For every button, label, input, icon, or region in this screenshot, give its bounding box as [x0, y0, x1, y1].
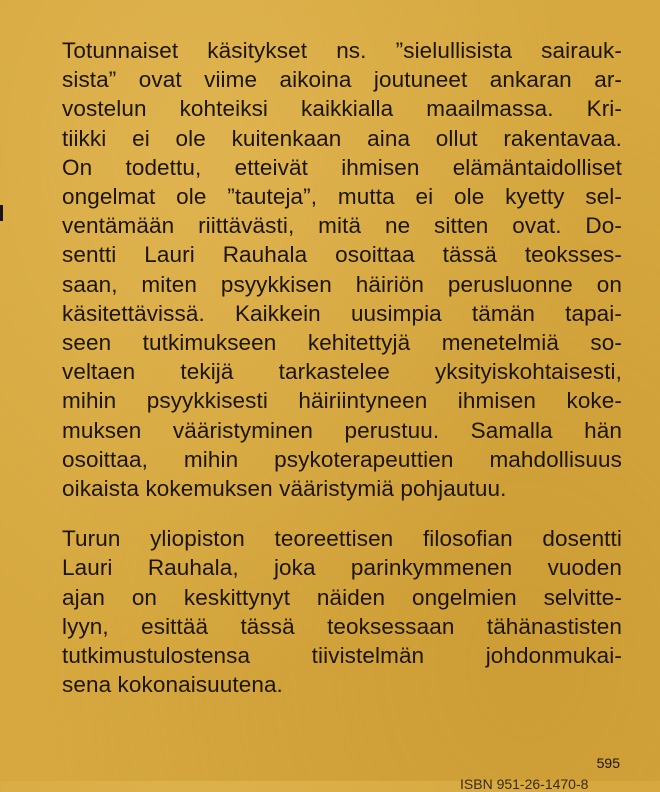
edge-mark — [0, 205, 3, 221]
isbn-text: ISBN 951-26-1470-8 — [460, 776, 589, 792]
text-line: oikaista kokemuksen vääristymiä pohjautuu. — [62, 476, 507, 502]
text-line: Totunnaiset käsitykset ns. ”sielullisista sairauk- — [62, 38, 622, 63]
book-blurb — [62, 36, 622, 699]
text-line: Lauri Rauhala, joka parinkymmenen vuoden — [62, 555, 622, 581]
text-line: osoittaa, mihin psykoterapeuttien mahdollisuus — [62, 446, 622, 472]
text-line: muksen vääristyminen perustuu. Samalla hän — [62, 417, 622, 443]
text-line: tiikki ei ole kuitenkaan aina ollut rakentavaa. — [62, 125, 622, 151]
paragraph-2 — [62, 524, 622, 699]
text-line: käsitettävissä. Kaikkein uusimpia tämän tapai- — [62, 300, 622, 326]
text-line: seen tutkimukseen kehitettyjä menetelmiä so- — [62, 330, 622, 356]
text-line: sena kokonaisuutena. — [62, 672, 283, 698]
page-number: 595 — [596, 755, 620, 771]
paragraph-gap — [62, 503, 622, 524]
text-line: vostelun kohteiksi kaikkialla maailmassa. Kri- — [62, 96, 622, 122]
text-line: veltaen tekijä tarkastelee yksityiskohtaisesti, — [62, 359, 622, 385]
text-line: sista” ovat viime aikoina joutuneet ankaran ar- — [62, 67, 622, 93]
text-line: lyyn, esittää tässä teoksessaan tähänastisten — [62, 613, 622, 639]
text-line: On todettu, etteivät ihmisen elämäntaidolliset — [62, 154, 622, 180]
text-line: saan, miten psyykkisen häiriön perusluonne on — [62, 271, 622, 297]
text-line: mihin psyykkisesti häiriintyneen ihmisen koke- — [62, 388, 622, 414]
text-line: Turun yliopiston teoreettisen filosofian dosentti — [62, 526, 622, 552]
paragraph-1 — [62, 36, 622, 503]
text-line: ventämään riittävästi, mitä ne sitten ovat. Do- — [62, 213, 622, 239]
text-line: tutkimustulostensa tiivistelmän johdonmukai- — [62, 643, 622, 669]
text-line: ongelmat ole ”tauteja”, mutta ei ole kyetty sel- — [62, 184, 622, 210]
text-line: sentti Lauri Rauhala osoittaa tässä teoksses- — [62, 242, 622, 268]
text-line: ajan on keskittynyt näiden ongelmien selvitte- — [62, 584, 622, 610]
